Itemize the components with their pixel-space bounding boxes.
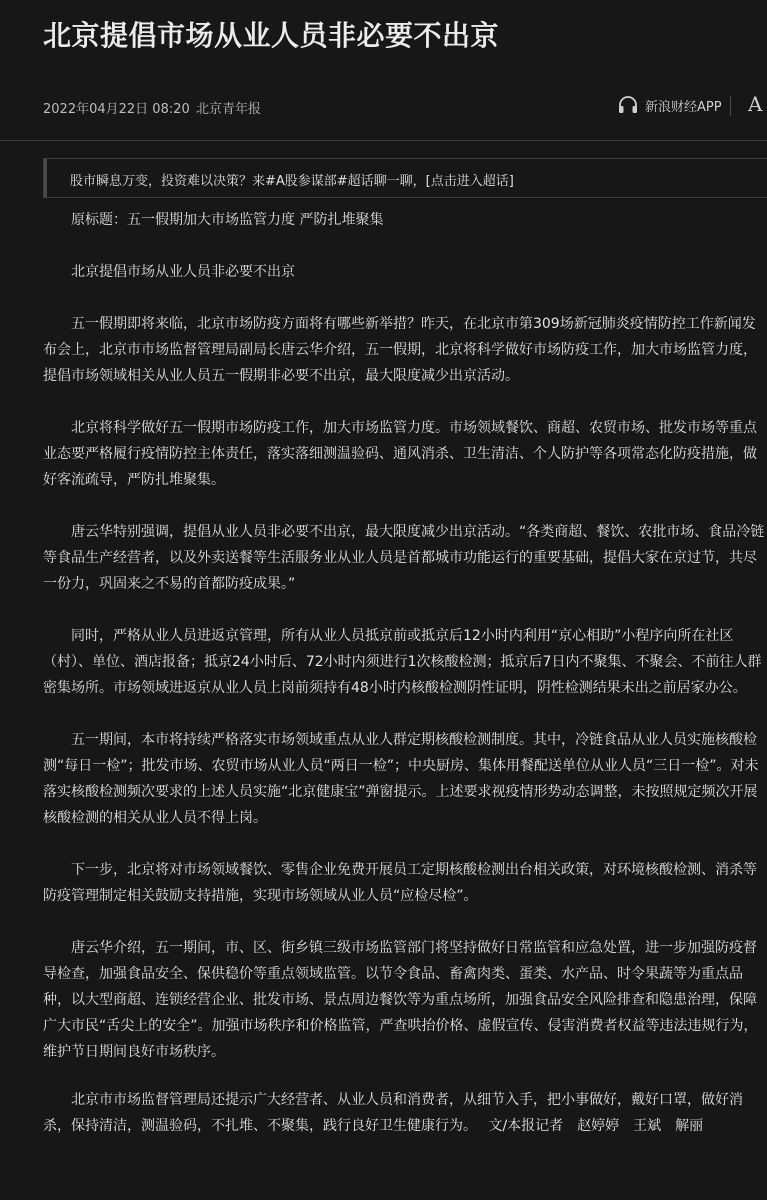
- article-paragraph: 唐云华介绍，五一期间，市、区、街乡镇三级市场监管部门将坚持做好日常监管和应急处置，进一步加强防疫督导检查，加强食品安全、保供稳价等重点领域监管。以节令食品、畜禽肉类、蛋类、水产品、时令果蔬等为重点品种，以大型商超、连锁经营企业、批发市场、景点周边餐饮等为重点场所，加强食品安全风险排查和隐患治理，保障广大市民“舌尖上的安全”。加强市场秩序和价格监管，严查哄抬价格、虚假宣传、侵害消费者权益等违法违规行为，维护节日期间良好市场秩序。: [43, 940, 758, 1060]
- toolbar-divider: [730, 96, 731, 116]
- article-paragraph: 五一期间，本市将持续严格落实市场领域重点从业人群定期核酸检测制度。其中，冷链食品从业人员实施核酸检测“每日一检”；批发市场、农贸市场从业人员“两日一检”；中央厨房、集体用餐配送单位从业人员“三日一检”。对未落实核酸检测频次要求的上述人员实施“北京健康宝”弹窗提示。上述要求视疫情形势动态调整，未按照规定频次开展核酸检测的相关从业人员不得上岗。: [43, 732, 759, 826]
- article-meta: [43, 92, 767, 122]
- closing-text: 北京市市场监督管理局还提示广大经营者、从业人员和消费者，从细节入手，把小事做好，戴好口罩，做好消杀，保持清洁，测温验码，不扎堆、不聚集，践行良好卫生健康行为。: [43, 1092, 743, 1134]
- article-title: 北京提倡市场从业人员非必要不出京: [43, 19, 500, 52]
- promo-accent-bar: [44, 159, 47, 197]
- publish-date: 2022年04月22日 08:20: [43, 102, 190, 117]
- article-paragraph: 北京提倡市场从业人员非必要不出京: [71, 264, 295, 280]
- sina-finance-app-link[interactable]: [617, 94, 722, 116]
- byline: 文/本报记者 赵婷婷 王斌 解丽: [488, 1118, 704, 1134]
- app-label: 新浪财经APP: [645, 99, 722, 115]
- article-closing-paragraph: [43, 1087, 765, 1139]
- promo-banner: [43, 158, 767, 198]
- promo-link[interactable]: 股市瞬息万变，投资难以决策？来#A股参谋部#超话聊一聊，[点击进入超话]: [70, 174, 514, 189]
- article-paragraph: 北京将科学做好五一假期市场防疫工作，加大市场监管力度。市场领域餐饮、商超、农贸市场、批发市场等重点业态要严格履行疫情防控主体责任，落实落细测温验码、通风消杀、卫生清洁、个人防护等各项常态化防疫措施，做好客流疏导，严防扎堆聚集。: [43, 420, 757, 488]
- header-divider: [0, 140, 767, 141]
- article-paragraph: 下一步，北京将对市场领域餐饮、零售企业免费开展员工定期核酸检测出台相关政策，对环境核酸检测、消杀等防疫管理制定相关鼓励支持措施，实现市场领域从业人员“应检尽检”。: [43, 862, 757, 904]
- source-link[interactable]: 北京青年报: [196, 102, 262, 117]
- article-paragraph: 五一假期即将来临，北京市场防疫方面将有哪些新举措？昨天，在北京市第309场新冠肺炎疫情防控工作新闻发布会上，北京市市场监督管理局副局长唐云华介绍，五一假期，北京将科学做好市场防疫工作，加大市场监管力度，提倡市场领域相关从业人员五一假期非必要不出京，最大限度减少出京活动。: [43, 316, 757, 384]
- article-paragraph: 原标题：五一假期加大市场监管力度 严防扎堆聚集: [71, 212, 384, 228]
- article-body: [43, 207, 765, 1139]
- article-paragraph: 同时，严格从业人员进返京管理，所有从业人员抵京前或抵京后12小时内利用“京心相助”小程序向所在社区（村）、单位、酒店报备；抵京24小时后、72小时内须进行1次核酸检测；抵京后7日内不聚集、不聚会、不前往人群密集场所。市场领域进返京从业人员上岗前须持有48小时内核酸检测阴性证明，阴性检测结果未出之前居家办公。: [43, 628, 762, 696]
- headphones-icon: [617, 94, 639, 116]
- font-size-toggle[interactable]: A: [748, 92, 763, 116]
- article-paragraph: 唐云华特别强调，提倡从业人员非必要不出京，最大限度减少出京活动。“各类商超、餐饮、农批市场、食品冷链等食品生产经营者，以及外卖送餐等生活服务业从业人员是首都城市功能运行的重要基础，提倡大家在京过节，共尽一份力，巩固来之不易的首都防疫成果。”: [43, 524, 765, 592]
